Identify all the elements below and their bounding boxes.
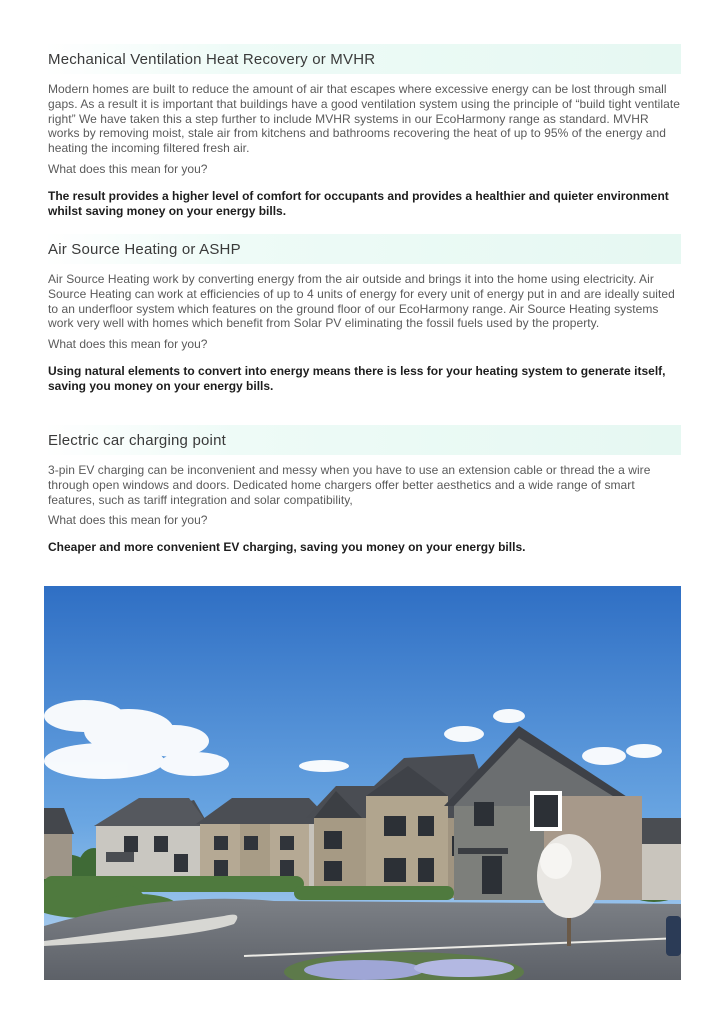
car [666,916,681,956]
section-heading: Air Source Heating or ASHP [48,240,241,258]
section-question: What does this mean for you? [48,337,208,352]
section-heading-bar [44,44,681,74]
section-heading-bar [44,425,681,455]
section-result: Cheaper and more convenient EV charging, saving you money on your energy bills. [48,540,526,555]
garage [642,818,681,900]
section-question: What does this mean for you? [48,513,208,528]
section-ev-charging [44,425,681,555]
section-mvhr [44,44,681,219]
section-result: Using natural elements to convert into energy means there is less for your heating system to generate itself, saving you money on your energy bills. [48,364,666,394]
section-body: 3-pin EV charging can be inconvenient and messy when you have to use an extension cable or thread the a wire through open windows and doors. Dedicated home chargers offer better aesthetics and a wide range of smart features, such as tariff integration and solar compatibility, [48,463,651,507]
section-ashp [44,234,681,394]
section-question: What does this mean for you? [48,161,208,176]
section-body: Modern homes are built to reduce the amount of air that escapes where excessive energy can be lost through small gaps. As a result it is important that buildings have a good ventilation system using the principle of “build tight ventilate right” We have taken this a step further to include MVHR systems in our EcoHarmony range as standard. MVHR works by removing moist, stale air from kitchens and bathrooms recovering the heat of up to 95% of the energy and heating the incoming filtered fresh air. [48,82,680,156]
section-heading-bar [44,234,681,264]
section-body: Air Source Heating work by converting energy from the air outside and brings it into the home using electricity. Air Source Heating can work at efficiencies of up to 4 units of energy for every unit of energy put in and are ideally suited to an underfloor system which features on the ground floor of our EcoHarmony range. Air Source Heating systems work very well with homes which benefit from Solar PV eliminating the fossil fuels used by the property. [48,272,675,331]
section-heading: Electric car charging point [48,431,226,449]
section-heading: Mechanical Ventilation Heat Recovery or MVHR [48,50,376,68]
section-result: The result provides a higher level of comfort for occupants and provides a healthier and quieter environment whilst saving money on your energy bills. [48,188,669,218]
housing-development-image [44,586,681,980]
